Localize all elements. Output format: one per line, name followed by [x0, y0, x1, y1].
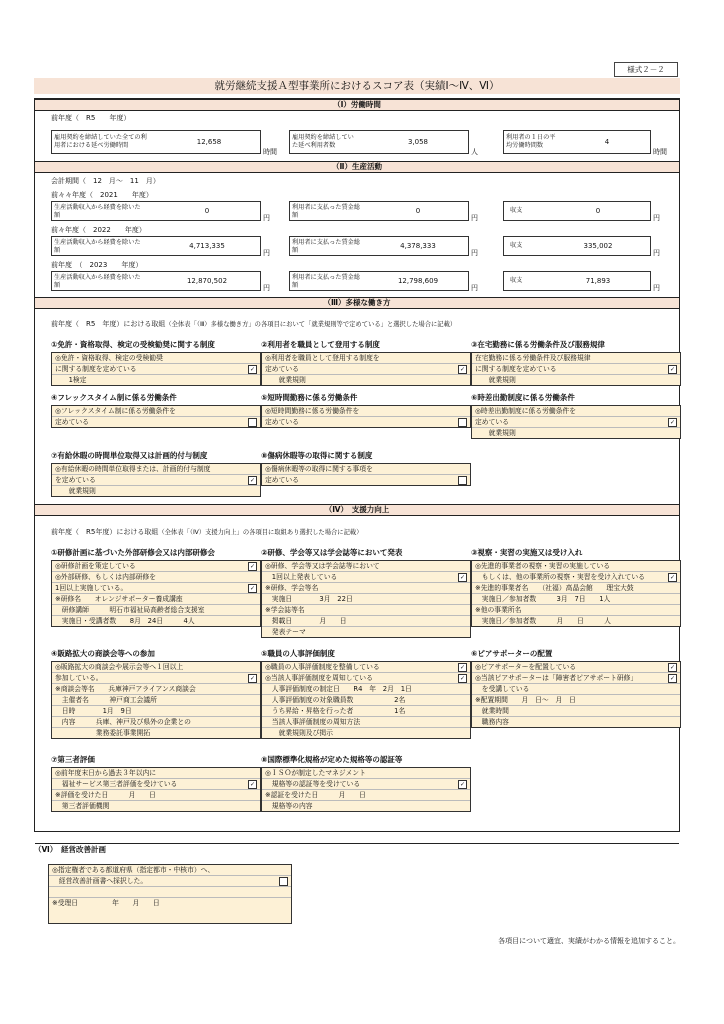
- item-row-text: 規格等の認証等を受けている: [265, 780, 361, 788]
- s4-item-6: [471, 648, 681, 728]
- item-checkbox[interactable]: [248, 418, 257, 427]
- item-row: [472, 428, 680, 438]
- s4-item-8-title: ⑧国際標準化規格が定めた規格等の認証等: [261, 755, 403, 764]
- s2-year-1-balance-label: 収支: [510, 242, 523, 249]
- item-row: [262, 353, 470, 364]
- s2-year-0-balance-label: 収支: [510, 207, 523, 214]
- item-row-text: 実施日・受講者数 8月 24日 4人: [55, 617, 195, 625]
- item-row-text: ◎利用者を職員として登用する制度を: [265, 354, 380, 362]
- item-checkbox[interactable]: ✓: [459, 664, 466, 671]
- s2-year-1-unit-c: 円: [653, 249, 660, 257]
- s2-year-1-wage-label: 利用者に支払った賃金総額: [292, 239, 361, 254]
- item-row-text: 就業規則: [55, 487, 96, 495]
- item-row: [262, 572, 470, 583]
- item-row: [262, 695, 470, 706]
- s2-year-2-net-box: [51, 271, 261, 291]
- s4-item-7-box: [51, 767, 261, 812]
- item-row: [52, 695, 260, 706]
- item-row-text: 職務内容: [475, 718, 509, 726]
- item-row-text: 就業規則: [475, 376, 516, 384]
- item-row: [262, 706, 470, 717]
- s6-plan-box: [48, 864, 292, 924]
- item-row: [262, 475, 470, 485]
- s4-item-6-title: ⑥ピアサポーターの配置: [471, 649, 553, 658]
- s2-year-0-unit-c: 円: [653, 214, 660, 222]
- item-row: [52, 486, 260, 496]
- item-row: [52, 616, 260, 626]
- item-row-text: 就業時間: [475, 707, 509, 715]
- s2-year-2-unit-c: 円: [653, 284, 660, 292]
- item-checkbox[interactable]: ✓: [249, 563, 256, 570]
- item-checkbox[interactable]: ✓: [669, 366, 676, 373]
- item-row-text: 1回以上発表している: [265, 573, 338, 581]
- item-row: [472, 717, 680, 727]
- item-row-text: 内容 兵庫、神戸及び県外の企業との: [55, 718, 191, 726]
- s1-total-users-label: 雇用契約を締結していた延べ利用者数: [292, 134, 354, 149]
- s1-total-users-value: 3,058: [407, 138, 429, 146]
- item-row: [262, 583, 470, 594]
- s4-item-4: [51, 648, 261, 739]
- item-row: [52, 572, 260, 583]
- s1-prev-year: 前年度（ R5 年度）: [51, 114, 131, 122]
- item-row-text: 就業規則: [475, 429, 516, 437]
- item-row: [52, 406, 260, 417]
- score-table-frame: [34, 98, 680, 832]
- item-row-text: 発表テーマ: [265, 628, 306, 636]
- s3-item-8: [261, 450, 471, 486]
- item-row: [262, 616, 470, 627]
- s4-item-8: [261, 754, 471, 812]
- item-row: [52, 768, 260, 779]
- s3-item-6: [471, 392, 681, 439]
- s4-item-2-box: [261, 560, 471, 638]
- s3-item-1: [51, 339, 261, 386]
- item-row: [472, 572, 680, 583]
- s3-intro-text: 前年度（ R5 年度）における取組: [51, 320, 166, 328]
- s2-year-0-balance-box: [503, 201, 651, 221]
- s3-item-1-title: ①免許・資格取得、検定の受検勧奨に関する制度: [51, 340, 215, 349]
- item-row: [52, 801, 260, 811]
- s4-item-6-box: [471, 661, 681, 728]
- item-checkbox[interactable]: ✓: [459, 781, 466, 788]
- item-row: [52, 605, 260, 616]
- s4-item-4-title: ④販路拡大の商談会等への参加: [51, 649, 155, 658]
- item-row: [472, 364, 680, 375]
- s2-year-2-balance-value: 71,893: [585, 277, 611, 285]
- item-row: [262, 768, 470, 779]
- s3-item-5: [261, 392, 471, 428]
- s4-item-5: [261, 648, 471, 739]
- s4-item-1-title: ①研修計画に基づいた外部研修会又は内部研修会: [51, 548, 215, 557]
- s3-item-1-box: [51, 352, 261, 386]
- section-3-header: （Ⅲ）多様な働き方: [35, 297, 679, 309]
- item-row: [52, 594, 260, 605]
- s3-item-7-box: [51, 463, 261, 497]
- s2-year-0-label: 前々々年度（ 2021 年度）: [51, 191, 153, 199]
- s4-item-2-title: ②研修、学会等又は学会誌等において発表: [261, 548, 403, 557]
- item-row-text: 人事評価制度の対象職員数 2名: [265, 696, 406, 704]
- s6-row-1: [49, 876, 291, 887]
- item-row-text: 主催者名 神戸商工会議所: [55, 696, 157, 704]
- item-row: [262, 790, 470, 801]
- item-row: [472, 406, 680, 417]
- s6-row-3-text: ※受理日 年 月 日: [52, 899, 160, 907]
- item-row-text: ◎傷病休暇等の取得に関する事項を: [265, 465, 373, 473]
- s3-item-2-box: [261, 352, 471, 386]
- s2-year-1-wage-box: [289, 236, 469, 256]
- item-row-text: 人事評価制度の制定日 R4 年 2月 1日: [265, 685, 412, 693]
- s3-item-7-title: ⑦有給休暇の時間単位取得又は計画的付与制度: [51, 451, 208, 460]
- s2-year-2-wage-box: [289, 271, 469, 291]
- item-checkbox[interactable]: ✓: [249, 675, 256, 682]
- s2-year-1-net-label: 生産活動収入から経費を除いた額: [54, 239, 141, 254]
- s2-year-0-wage-label: 利用者に支払った賃金総額: [292, 204, 361, 219]
- item-row: [52, 561, 260, 572]
- s3-intro: [51, 319, 456, 329]
- s3-item-3-title: ③在宅勤務に係る労働条件及び服務規律: [471, 340, 605, 349]
- item-row-text: を定めている: [55, 476, 96, 484]
- item-row: [472, 706, 680, 717]
- s3-item-3: [471, 339, 681, 386]
- item-row-text: ◎当該ピアサポーターは「障害者ピアサポート研修」: [475, 674, 638, 682]
- item-row: [472, 353, 680, 364]
- item-row: [52, 728, 260, 738]
- s2-year-0-balance-value: 0: [595, 207, 601, 215]
- item-row-text: ◎ピアサポーターを配置している: [475, 663, 577, 671]
- item-row: [472, 662, 680, 673]
- item-row: [52, 790, 260, 801]
- s4-item-8-box: [261, 767, 471, 812]
- s4-item-5-box: [261, 661, 471, 739]
- s4-item-4-box: [51, 661, 261, 739]
- item-row: [262, 662, 470, 673]
- item-row-text: 就業規則及び掲示: [265, 729, 333, 737]
- s6-row-2: [49, 887, 291, 898]
- item-row: [472, 673, 680, 684]
- item-checkbox[interactable]: ✓: [459, 366, 466, 373]
- item-row-text: ※商談会等名 兵庫神戸アライアンス商談会: [55, 685, 196, 693]
- s2-year-2-balance-label: 収支: [510, 277, 523, 284]
- item-row: [262, 684, 470, 695]
- item-row: [262, 673, 470, 684]
- s3-item-4: [51, 392, 261, 428]
- section-6-rule: [35, 843, 679, 844]
- item-row-text: ◎当該人事評価制度を周知している: [265, 674, 373, 682]
- item-row: [52, 583, 260, 594]
- section-4-header: （Ⅳ） 支援力向上: [35, 504, 679, 516]
- s4-item-7: [51, 754, 261, 812]
- item-row: [52, 717, 260, 728]
- item-row-text: もしくは、他の事業所の視察・実習を受け入れている: [475, 573, 645, 581]
- s3-intro-note: （全体表「（Ⅲ）多様な働き方」の各項目において「就業規則等で定めている」と選択した場合に記載）: [165, 321, 457, 328]
- item-row-text: 研修講師 明石市福祉局高齢者総合支援室: [55, 606, 205, 614]
- item-checkbox[interactable]: ✓: [669, 419, 676, 426]
- item-checkbox[interactable]: ✓: [669, 675, 676, 682]
- item-row: [52, 662, 260, 673]
- item-row: [472, 605, 680, 616]
- item-row: [52, 706, 260, 717]
- s2-year-2-label: 前年度 （ 2023 年度）: [51, 261, 143, 269]
- s3-item-6-box: [471, 405, 681, 439]
- s1-total-users-box: [289, 130, 469, 154]
- s6-row-0: [49, 865, 291, 876]
- item-row: [52, 475, 260, 486]
- item-row-text: うち昇給・昇格を行った者 1名: [265, 707, 406, 715]
- s1-unit-hours: 時間: [263, 148, 277, 156]
- item-row: [262, 561, 470, 572]
- item-row-text: ◎短時間勤務に係る労働条件を: [265, 407, 360, 415]
- item-row-text: 定めている: [265, 418, 299, 426]
- item-row: [472, 616, 680, 626]
- s3-item-2: [261, 339, 471, 386]
- item-checkbox[interactable]: ✓: [249, 477, 256, 484]
- item-checkbox[interactable]: ✓: [249, 781, 256, 788]
- item-checkbox[interactable]: ✓: [669, 574, 676, 581]
- item-row: [52, 684, 260, 695]
- s4-intro-text: 前年度（ R5年度）における取組: [51, 528, 159, 536]
- s4-item-7-title: ⑦第三者評価: [51, 755, 95, 764]
- item-row: [262, 728, 470, 738]
- item-row-text: 福祉サービス第三者評価を受けている: [55, 780, 178, 788]
- item-row-text: ※認証を受けた日 月 日: [265, 791, 366, 799]
- item-row-text: 日時 1月 9日: [55, 707, 132, 715]
- s4-item-5-title: ⑤職員の人事評価制度: [261, 649, 335, 658]
- s3-item-5-box: [261, 405, 471, 428]
- s4-item-1: [51, 547, 261, 627]
- s1-total-hours-label: 雇用契約を締結していた全ての利用者における延べ労働時間: [54, 134, 147, 149]
- item-row-text: ◎時差出勤制度に係る労働条件を: [475, 407, 577, 415]
- item-row-text: ※配置期間 月 日～ 月 日: [475, 696, 576, 704]
- item-row: [472, 583, 680, 594]
- s6-row-0-text: ◎指定権者である都道府県（指定都市・中核市）へ、: [52, 866, 215, 874]
- s4-item-1-box: [51, 560, 261, 627]
- item-row: [472, 375, 680, 385]
- item-row-text: ※学会誌等名: [265, 606, 305, 614]
- item-row: [472, 417, 680, 428]
- s2-year-2-wage-label: 利用者に支払った賃金総額: [292, 274, 361, 289]
- s2-year-2-unit-b: 円: [471, 284, 478, 292]
- item-row-text: 第三者評価機関: [55, 802, 110, 810]
- s4-intro-note: （全体表「（Ⅳ）支援力向上」の各項目に取組あり選択した場合に記載）: [158, 529, 363, 536]
- s3-item-4-box: [51, 405, 261, 428]
- item-row-text: に関する制度を定めている: [475, 365, 557, 373]
- footer-note: 各項目について適宜、実績がわかる情報を追加すること。: [498, 937, 680, 945]
- s2-year-1-unit-b: 円: [471, 249, 478, 257]
- s3-item-3-box: [471, 352, 681, 386]
- s1-avg-hours-value: 4: [604, 138, 610, 146]
- item-row-text: 実施日 3月 22日: [265, 595, 353, 603]
- s4-item-2: [261, 547, 471, 638]
- item-row: [262, 717, 470, 728]
- item-row-text: 定めている: [265, 365, 299, 373]
- section-1-header: （Ⅰ）労働時間: [35, 99, 679, 111]
- s6-row-1-text: 経営改善計画書へ採択した。: [52, 877, 148, 885]
- item-row: [52, 364, 260, 375]
- form-number: 様式２－２: [614, 62, 678, 77]
- s3-item-4-title: ④フレックスタイム制に係る労働条件: [51, 393, 177, 402]
- item-row: [262, 594, 470, 605]
- item-row-text: 掲載日 月 日: [265, 617, 347, 625]
- item-checkbox[interactable]: [458, 476, 467, 485]
- item-row-text: 在宅勤務に係る労働条件及び服務規律: [475, 354, 591, 362]
- item-checkbox[interactable]: ✓: [669, 664, 676, 671]
- item-row: [52, 375, 260, 385]
- item-row: [262, 406, 470, 417]
- s2-year-1-unit-a: 円: [263, 249, 270, 257]
- s1-unit-hours-2: 時間: [653, 148, 667, 156]
- item-checkbox[interactable]: ✓: [459, 675, 466, 682]
- item-row-text: ◎前年度末日から過去３年以内に: [55, 769, 157, 777]
- s2-year-1-label: 前々年度（ 2022 年度）: [51, 226, 146, 234]
- s2-year-0-unit-b: 円: [471, 214, 478, 222]
- item-row: [472, 561, 680, 572]
- item-row-text: ◎外部研修、もしくは内部研修を: [55, 573, 157, 581]
- item-row: [52, 673, 260, 684]
- s2-year-2-balance-box: [503, 271, 651, 291]
- page-title: 就労継続支援Ａ型事業所におけるスコア表（実績Ⅰ～Ⅳ、Ⅵ）: [34, 78, 680, 94]
- item-row-text: 業務委託事業開拓: [55, 729, 151, 737]
- item-row-text: 1回以上実施している。: [55, 584, 128, 592]
- s4-item-3-title: ③視察・実習の実施又は受け入れ: [471, 548, 583, 557]
- item-row: [262, 364, 470, 375]
- item-row-text: 1検定: [55, 376, 87, 384]
- item-row-text: ◎有給休暇の時間単位取得または、計画的付与制度: [55, 465, 211, 473]
- item-row-text: ◎免許・資格取得、検定の受検勧奨: [55, 354, 163, 362]
- s2-period: 会計期間（ 12 月～ 11 月）: [51, 177, 160, 185]
- s2-year-0-wage-box: [289, 201, 469, 221]
- s2-year-0-net-value: 0: [204, 207, 210, 215]
- item-row: [262, 801, 470, 811]
- item-row: [262, 417, 470, 427]
- s4-intro: [51, 527, 363, 537]
- s2-year-0-wage-value: 0: [415, 207, 421, 215]
- item-row: [262, 779, 470, 790]
- s3-item-5-title: ⑤短時間勤務に係る労働条件: [261, 393, 358, 402]
- s4-item-3: [471, 547, 681, 627]
- s3-item-6-title: ⑥時差出勤制度に係る労働条件: [471, 393, 575, 402]
- item-row-text: に関する制度を定めている: [55, 365, 137, 373]
- item-row-text: 定めている: [55, 418, 89, 426]
- s2-year-2-unit-a: 円: [263, 284, 270, 292]
- item-row-text: 参加している。: [55, 674, 103, 682]
- s2-year-1-net-box: [51, 236, 261, 256]
- item-row-text: ◎販路拡大の商談会や展示会等へ１回以上: [55, 663, 184, 671]
- item-row-text: 実施日／参加者数 3月 7日 1人: [475, 595, 611, 603]
- s3-item-2-title: ②利用者を職員として登用する制度: [261, 340, 380, 349]
- item-row-text: ◎ＩＳＯが制定したマネジメント: [265, 769, 366, 777]
- item-row: [262, 464, 470, 475]
- s1-total-hours-value: 12,658: [196, 138, 222, 146]
- s1-avg-hours-box: [503, 130, 651, 154]
- s4-item-3-box: [471, 560, 681, 627]
- section-2-header: （Ⅱ）生産活動: [35, 161, 679, 173]
- item-row-text: 就業規則: [265, 376, 306, 384]
- item-row-text: ◎研修計画を策定している: [55, 562, 136, 570]
- s2-year-1-wage-value: 4,378,333: [400, 242, 436, 250]
- item-row-text: 定めている: [265, 476, 299, 484]
- item-checkbox[interactable]: ✓: [249, 585, 256, 592]
- item-row: [262, 375, 470, 385]
- item-row: [262, 605, 470, 616]
- s1-unit-persons: 人: [471, 148, 478, 156]
- item-checkbox[interactable]: ✓: [459, 574, 466, 581]
- s2-year-0-net-box: [51, 201, 261, 221]
- item-row-text: を受講している: [475, 685, 530, 693]
- item-row-text: ※研修、学会等名: [265, 584, 319, 592]
- item-row-text: ※評価を受けた日 月 日: [55, 791, 156, 799]
- item-row: [472, 684, 680, 695]
- s2-year-2-net-value: 12,870,502: [186, 277, 228, 285]
- item-row-text: ◎研修、学会等又は学会誌等において: [265, 562, 380, 570]
- item-checkbox[interactable]: ✓: [249, 366, 256, 373]
- s3-item-8-box: [261, 463, 471, 486]
- item-row-text: 当該人事評価制度の周知方法: [265, 718, 361, 726]
- item-row: [472, 594, 680, 605]
- s6-adopted-checkbox[interactable]: [279, 877, 288, 886]
- item-row: [52, 779, 260, 790]
- s3-item-8-title: ⑧傷病休暇等の取得に関する制度: [261, 451, 373, 460]
- item-row: [472, 695, 680, 706]
- item-row-text: 定めている: [475, 418, 509, 426]
- item-row-text: 実施日／参加者数 月 日 人: [475, 617, 611, 625]
- s2-year-0-net-label: 生産活動収入から経費を除いた額: [54, 204, 141, 219]
- item-row: [52, 417, 260, 427]
- section-6-header: （Ⅵ） 経営改善計画: [34, 845, 106, 854]
- item-row-text: ◎先進的事業者の視察・実習の実施している: [475, 562, 611, 570]
- item-row: [262, 627, 470, 637]
- s2-year-2-net-label: 生産活動収入から経費を除いた額: [54, 274, 141, 289]
- item-row: [52, 353, 260, 364]
- item-row-text: ※研修名 オレンジサポーター養成講座: [55, 595, 183, 603]
- item-row-text: ◎フレックスタイム制に係る労働条件を: [55, 407, 176, 415]
- item-row: [52, 464, 260, 475]
- item-row-text: ※他の事業所名: [475, 606, 522, 614]
- item-row-text: 規格等の内容: [265, 802, 313, 810]
- s2-year-1-balance-value: 335,002: [583, 242, 613, 250]
- s1-avg-hours-label: 利用者の１日の平均労働時間数: [506, 134, 556, 149]
- item-row-text: ◎職員の人事評価制度を整備している: [265, 663, 380, 671]
- s3-item-7: [51, 450, 261, 497]
- s1-total-hours-box: [51, 130, 261, 154]
- s2-year-1-balance-box: [503, 236, 651, 256]
- s2-year-1-net-value: 4,713,335: [189, 242, 225, 250]
- s6-row-3: [49, 898, 291, 908]
- item-checkbox[interactable]: [458, 418, 467, 427]
- item-row-text: ※先進的事業者名 （社福）高晶会館 理宝大鼓: [475, 584, 634, 592]
- s2-year-2-wage-value: 12,798,609: [397, 277, 439, 285]
- s2-year-0-unit-a: 円: [263, 214, 270, 222]
